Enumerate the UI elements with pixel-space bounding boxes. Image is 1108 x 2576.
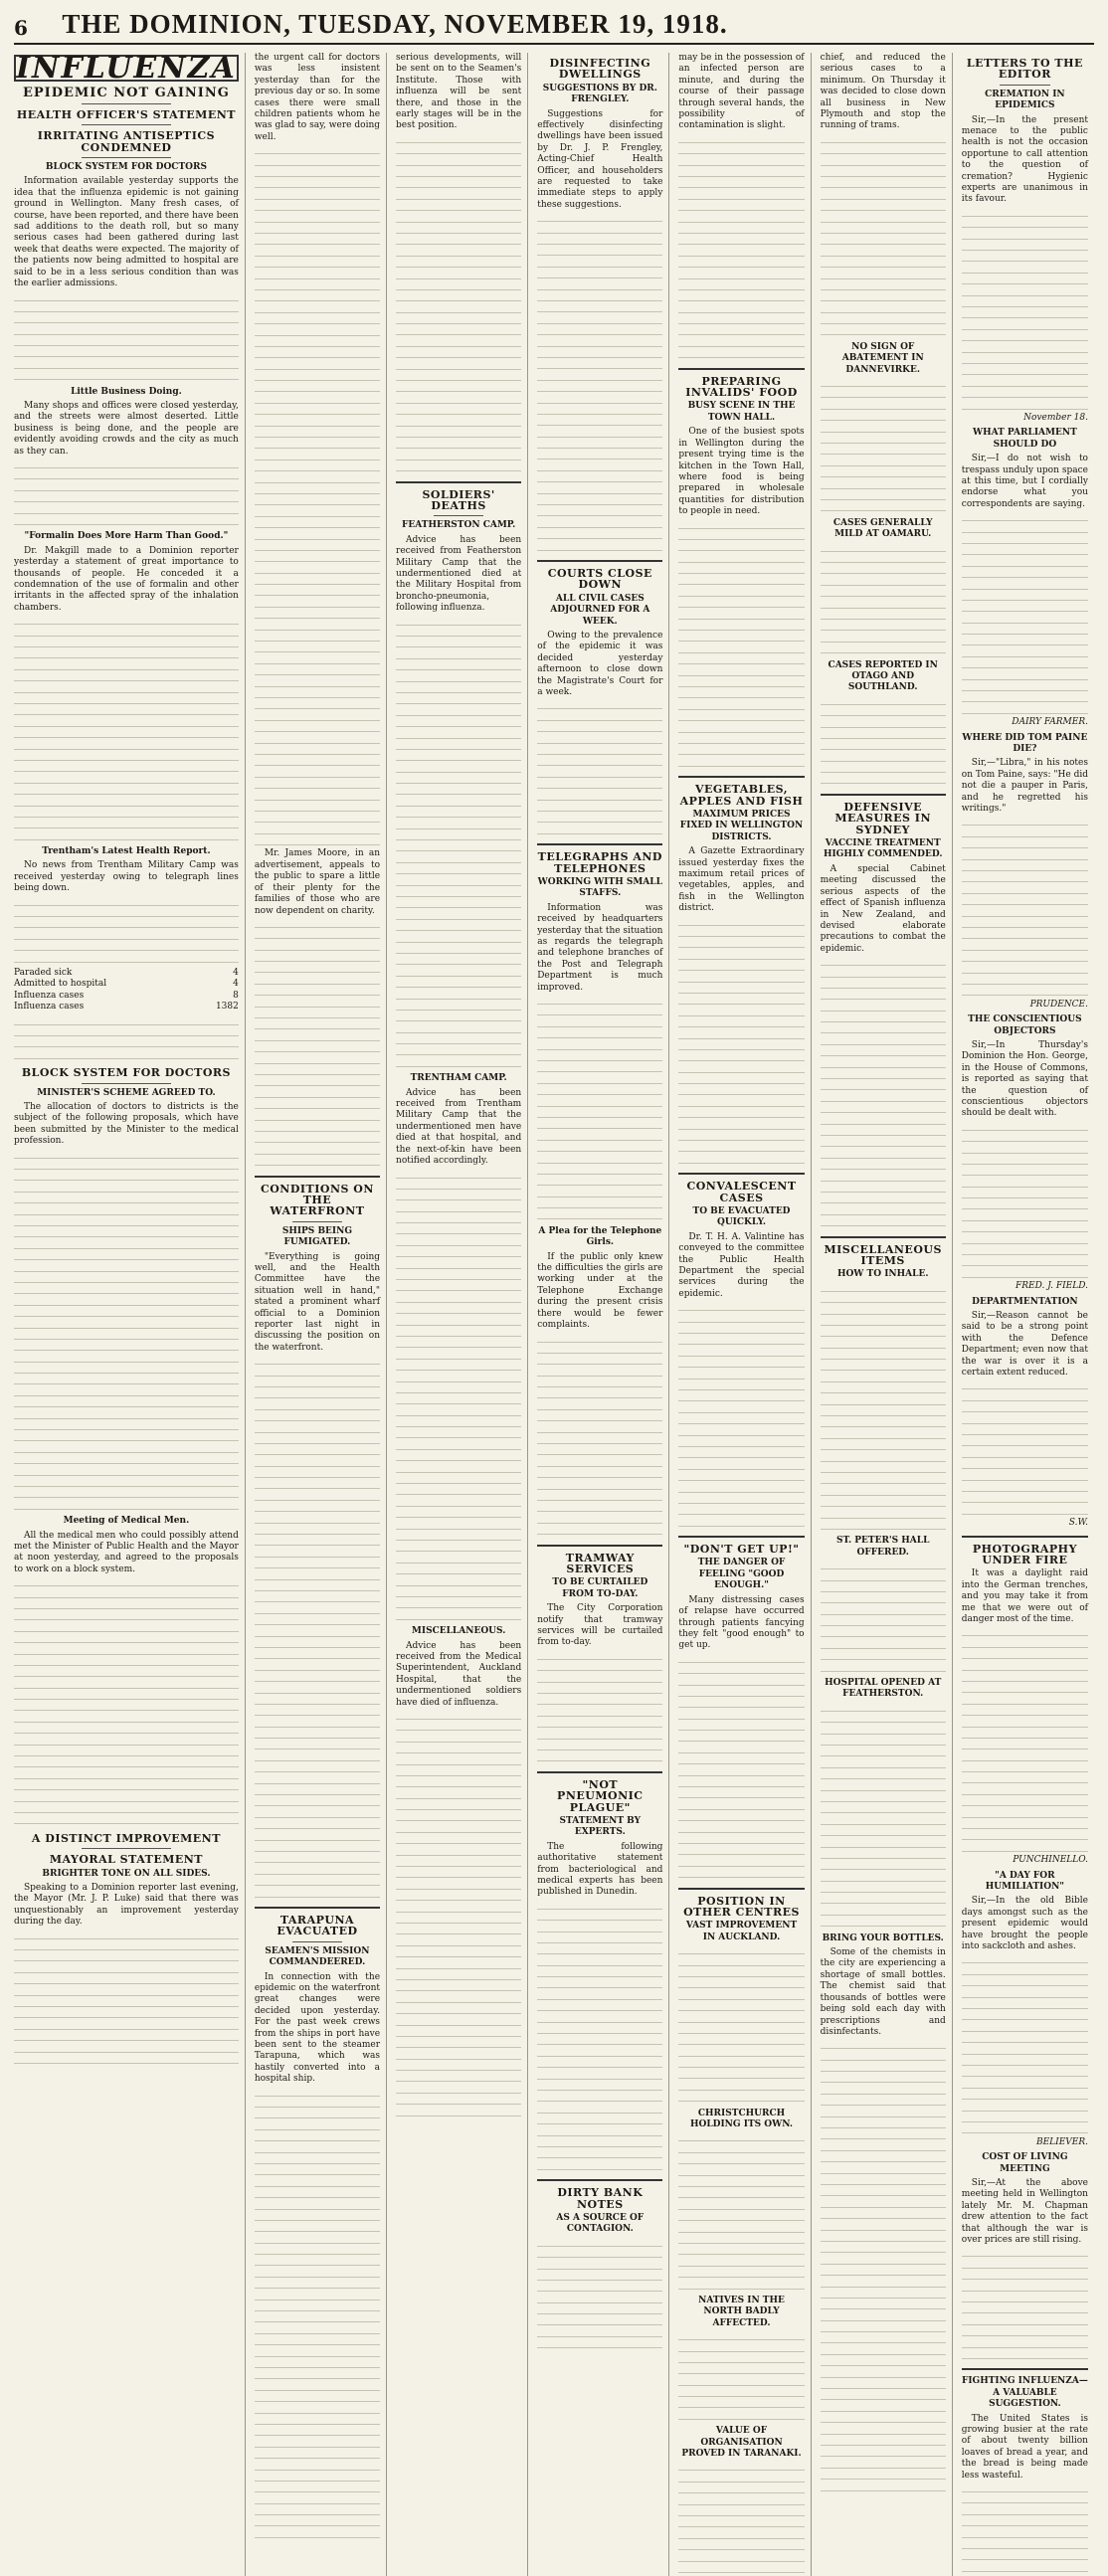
- article-text-lines: [962, 1628, 1088, 1855]
- letter-paragraph: Sir,—"Libra," in his notes on Tom Paine, says: "He did not die a pauper in Paris, and he regretted his writings.": [961, 758, 1088, 815]
- table-row: [14, 968, 239, 979]
- subheadline: NATIVES IN THE NORTH BADLY AFFECTED.: [698, 2295, 785, 2328]
- lead-headline: INFLUENZA: [16, 51, 237, 86]
- article-text-lines: [537, 214, 662, 554]
- article-paragraph: Some of the chemists in the city are experiencing a shortage of small bottles. The chemist said that thousands of bottles were being sold each day with prescriptions and disinfectants.: [820, 1947, 946, 2037]
- letter-signature: FRED. J. FIELD.: [1016, 1281, 1088, 1292]
- subheadline: ST. PETER'S HALL OFFERED.: [835, 1536, 930, 1558]
- table-row: [14, 1002, 239, 1012]
- row-label: Influenza cases: [14, 990, 85, 1001]
- letter-signature: BELIEVER.: [1035, 2136, 1088, 2147]
- divider: [678, 1536, 804, 1538]
- column-4: [537, 53, 669, 2576]
- article-text-lines: [821, 544, 946, 657]
- divider: [678, 1888, 804, 1890]
- column-7: [962, 53, 1094, 2576]
- letter-headline: DEPARTMENTATION: [972, 1296, 1078, 1307]
- article-text-lines: [821, 697, 946, 788]
- article-text-lines: [678, 2463, 804, 2576]
- article-text-lines: [962, 2249, 1088, 2362]
- columns: [14, 51, 1094, 2481]
- divider: [821, 794, 946, 796]
- divider: [678, 1173, 804, 1175]
- divider: [255, 1907, 380, 1909]
- letter-headline: "A DAY FOR HUMILIATION": [985, 1870, 1064, 1893]
- letter-headline: CREMATION IN EPIDEMICS: [985, 89, 1065, 111]
- divider: [292, 1941, 342, 1942]
- divider: [537, 560, 662, 562]
- letter-headline: WHAT PARLIAMENT SHOULD DO: [973, 428, 1077, 450]
- article-text-lines: [396, 1712, 521, 2119]
- letter-paragraph: Sir,—At the above meeting held in Wellington lately Mr. M. Chapman drew attention to the fact that although the war is over prices are still rising.: [961, 2177, 1088, 2245]
- headline: "NOT PNEUMONIC PLAGUE": [557, 1777, 644, 1814]
- subheadline: CASES GENERALLY MILD AT OAMARU.: [832, 517, 933, 540]
- section-headline: LETTERS TO THE EDITOR: [966, 57, 1083, 82]
- article-paragraph: Advice has been received from Trentham Military Camp that the undermentioned men have died at that hospital, and the next-of-kin have been notified accordingly.: [396, 1087, 522, 1167]
- article-text-lines: [537, 701, 662, 837]
- headline: PREPARING INVALIDS' FOOD: [685, 374, 798, 400]
- headline: BLOCK SYSTEM FOR DOCTORS: [21, 1066, 231, 1080]
- divider: [537, 843, 662, 845]
- letter-headline: THE CONSCIENTIOUS OBJECTORS: [968, 1014, 1082, 1036]
- article-paragraph: Mr. James Moore, in an advertisement, appeals to the public to spare a little of their plenty for the families of those who are now dependent on charity.: [254, 848, 381, 916]
- letter-signature: November 18.: [1023, 412, 1088, 423]
- subheading: Little Business Doing.: [71, 386, 182, 397]
- article-text-lines: [396, 618, 521, 1071]
- article-text-lines: [14, 898, 239, 966]
- row-value: 8: [233, 990, 239, 1001]
- column-6: [821, 53, 953, 2576]
- row-label: Influenza cases: [14, 1002, 85, 1012]
- article-paragraph: chief, and reduced the serious cases to a minimum. On Thursday it was decided to close down all business in New Plymouth and stop the running of trams.: [820, 53, 946, 131]
- article-text-lines: [537, 2239, 662, 2352]
- headline: DIRTY BANK NOTES: [557, 2186, 644, 2211]
- headline: "DON'T GET UP!": [683, 1543, 800, 1557]
- article-text-lines: [396, 135, 521, 475]
- article-text-lines: [255, 2089, 380, 2542]
- health-report-table: [14, 968, 239, 1013]
- divider: [537, 2179, 662, 2181]
- subheadline: TO BE CURTAILED FROM TO-DAY.: [552, 1577, 648, 1599]
- article-text-lines: [821, 379, 946, 515]
- letter-signature: S.W.: [1068, 1518, 1088, 1529]
- article-paragraph: The United States is growing busier at the rate of about twenty billion loaves of bread a year, and the bread is being made less wasteful.: [961, 2413, 1088, 2481]
- letter-paragraph: Sir,—Reason cannot be said to be a strong point with the Defence Department; even now that the war is over it is a certain extent reduced.: [961, 1311, 1088, 1379]
- subheadline: VALUE OF ORGANISATION PROVED IN TARANAKI.: [681, 2426, 802, 2460]
- article-text-lines: [962, 1955, 1088, 2136]
- article-text-lines: [537, 997, 662, 1223]
- letter-signature: PRUDENCE.: [1029, 999, 1088, 1010]
- article-paragraph: No news from Trentham Military Camp was received yesterday owing to telegraph lines being down.: [14, 860, 239, 894]
- row-value: 4: [233, 968, 239, 979]
- divider: [1000, 85, 1050, 86]
- divider: [537, 1771, 662, 1773]
- article-text-lines: [962, 209, 1088, 413]
- subheadline: BRING YOUR BOTTLES.: [822, 1932, 944, 1943]
- subheadline: ALL CIVIL CASES ADJOURNED FOR A WEEK.: [550, 593, 650, 627]
- headline: CONVALESCENT CASES: [686, 1180, 797, 1204]
- letter-headline: COST OF LIVING MEETING: [982, 2152, 1068, 2174]
- article-paragraph: may be in the possession of an infected person are minute, and during the course of their passage through several hands, the possibility of contamination is slight.: [678, 53, 805, 131]
- subheadline: FEATHERSTON CAMP.: [402, 520, 516, 531]
- article-paragraph: A special Cabinet meeting discussed the serious aspects of the effect of Spanish influenza in New Zealand, and devised elaborate precautions to combat the epidemic.: [820, 863, 946, 954]
- article-text-lines: [678, 521, 804, 771]
- letter-signature: PUNCHINELLO.: [1013, 1855, 1088, 1866]
- article-text-lines: [14, 293, 239, 384]
- letter-headline: WHERE DID TOM PAINE DIE?: [962, 732, 1088, 754]
- article-text-lines: [821, 1562, 946, 1675]
- divider: [678, 368, 804, 370]
- article-text-lines: [678, 1655, 804, 1882]
- article-paragraph: It was a daylight raid into the German trenches, and you may take it from me that we were out of danger most of the time.: [961, 1568, 1088, 1624]
- letter-paragraph: Sir,—In the old Bible days amongst such as the present epidemic would have brought the people into sackcloth and ashes.: [961, 1896, 1088, 1952]
- subheadline: WORKING WITH SMALL STAFFS.: [537, 876, 662, 899]
- masthead-title: THE DOMINION, TUESDAY, NOVEMBER 19, 1918.: [62, 9, 728, 39]
- letter-paragraph: Sir,—In Thursday's Dominion the Hon. George, in the House of Commons, is reported as saying that the question of conscientious objectors should be dealt with.: [961, 1039, 1088, 1119]
- article-paragraph: A Gazette Extraordinary issued yesterday fixes the maximum retail prices of vegetables, apples, and fish in the Wellington district.: [678, 846, 805, 914]
- headline: EPIDEMIC NOT GAINING: [22, 86, 230, 101]
- article-paragraph: The following authoritative statement from bacteriological and medical experts has been published in Dunedin.: [537, 1841, 663, 1898]
- article-text-lines: [537, 1652, 662, 1765]
- article-paragraph: Advice has been received from the Medical Superintendent, Auckland Hospital, that the undermentioned soldiers have died of influenza.: [396, 1640, 522, 1708]
- column-1: [14, 53, 246, 2576]
- subheading: "Formalin Does More Harm Than Good.": [24, 531, 229, 542]
- article-text-lines: [962, 1381, 1088, 1518]
- article-paragraph: The allocation of doctors to districts is the subject of the following proposals, which have been submitted by the Minister to the medical profession.: [14, 1102, 239, 1147]
- subheadline: AS A SOURCE OF CONTAGION.: [556, 2212, 645, 2235]
- subheadline: NO SIGN OF ABATEMENT IN DANNEVIRKE.: [841, 341, 924, 375]
- article-text-lines: [962, 2484, 1088, 2575]
- letter-signature: DAIRY FARMER.: [1012, 717, 1088, 728]
- article-paragraph: "Everything is going well, and the Health Committee have the situation well in hand," stated a prominent wharf official to a Dominion reporter last night in discussing the position on the waterfront.: [254, 1251, 381, 1353]
- article-paragraph: Dr. Makgill made to a Dominion reporter yesterday a statement of great importance to thousands of people. He conceded it a condemnation of the use of formalin and other irritants in the affected spray of the inhalation chambers.: [14, 545, 239, 613]
- table-row: [14, 979, 239, 990]
- article-text-lines: [678, 135, 804, 362]
- article-paragraph: Speaking to a Dominion reporter last evening, the Mayor (Mr. J. P. Luke) said that there was unquestionably an improvement yesterday during the day.: [14, 1883, 239, 1928]
- headline: FIGHTING INFLUENZA—A VALUABLE SUGGESTION.: [961, 2376, 1088, 2410]
- headline: TARAPUNA EVACUATED: [277, 1913, 358, 1938]
- article-text-lines: [678, 1303, 804, 1530]
- page-number: 6: [14, 16, 28, 40]
- headline: CONDITIONS ON THE WATERFRONT: [260, 1182, 374, 1218]
- article-text-lines: [14, 1151, 239, 1514]
- row-label: Paraded sick: [14, 968, 73, 979]
- article-paragraph: the urgent call for doctors was less insistent yesterday than for the previous day or so. In some cases there were small children patients whom he was glad to say, were doing well.: [254, 53, 381, 142]
- subheadline: SEAMEN'S MISSION COMMANDEERED.: [265, 1945, 370, 1968]
- row-value: 1382: [215, 1002, 239, 1012]
- masthead: [14, 10, 1094, 45]
- subheadline: HOSPITAL OPENED AT FEATHERSTON.: [825, 1678, 942, 1700]
- article-text-lines: [821, 2041, 946, 2494]
- headline: PHOTOGRAPHY UNDER FIRE: [972, 1542, 1077, 1566]
- article-text-lines: [14, 1017, 239, 1063]
- column-2: [255, 53, 387, 2576]
- subheadline: TO BE EVACUATED QUICKLY.: [692, 1206, 791, 1228]
- subheadline: CHRISTCHURCH HOLDING ITS OWN.: [690, 2108, 794, 2130]
- headline: TELEGRAPHS AND TELEPHONES: [537, 850, 662, 875]
- subheadline: BLOCK SYSTEM FOR DOCTORS: [45, 162, 207, 173]
- divider: [396, 481, 521, 483]
- article-text-lines: [14, 1578, 239, 1828]
- headline: SOLDIERS' DEATHS: [422, 487, 495, 512]
- article-paragraph: In connection with the epidemic on the waterfront great changes were decided upon yesterday. For the past week crews from the ships in port have been sent to the steamer Tarapuna, which was hastily converted into a hospital ship.: [254, 1971, 381, 2085]
- headline: A DISTINCT IMPROVEMENT: [31, 1831, 221, 1845]
- article-text-lines: [821, 1284, 946, 1534]
- divider: [255, 1176, 380, 1178]
- article-text-lines: [14, 1932, 239, 2068]
- subheadline: IRRITATING ANTISEPTICS CONDEMNED: [37, 129, 216, 154]
- letter-paragraph: Sir,—In the present menace to the public health is not the occasion opportune to call attention to the question of cremation? Hygienic experts are unanimous in its favour.: [961, 114, 1088, 205]
- article-text-lines: [14, 617, 239, 843]
- article-paragraph: The City Corporation notify that tramway services will be curtailed from to-day.: [537, 1603, 663, 1648]
- article-text-lines: [678, 2332, 804, 2423]
- headline: MISCELLANEOUS ITEMS: [824, 1242, 942, 1267]
- subheadline: SUGGESTIONS BY DR. FRENGLEY.: [542, 83, 657, 105]
- article-text-lines: [255, 146, 380, 848]
- headline: POSITION IN OTHER CENTRES: [683, 1894, 800, 1919]
- subheadline: SHIPS BEING FUMIGATED.: [281, 1225, 353, 1248]
- article-text-lines: [821, 1704, 946, 1931]
- table-row: [14, 991, 239, 1002]
- subheading: A Plea for the Telephone Girls.: [538, 1225, 662, 1248]
- article-text-lines: [255, 920, 380, 1170]
- article-text-lines: [962, 1123, 1088, 1281]
- article-paragraph: If the public only knew the difficulties the girls are working under at the Telephone Exchange during the present crisis there would be fewer complaints.: [537, 1251, 663, 1331]
- subheadline: VACCINE TREATMENT HIGHLY COMMENDED.: [823, 838, 943, 860]
- headline: DEFENSIVE MEASURES IN SYDNEY: [834, 800, 932, 836]
- article-text-lines: [678, 2133, 804, 2292]
- article-text-lines: [821, 135, 946, 339]
- subheadline: MINISTER'S SCHEME AGREED TO.: [37, 1087, 216, 1098]
- column-5: [678, 53, 811, 2576]
- article-text-lines: [396, 1171, 521, 1624]
- divider: [82, 103, 171, 104]
- divider: [678, 776, 804, 778]
- article-paragraph: One of the busiest spots in Wellington during the present trying time is the kitchen in the Town Hall, where food is being prepared in wholesale quantities for distribution to people in need.: [678, 427, 805, 517]
- column-3: [396, 53, 528, 2576]
- article-text-lines: [255, 1357, 380, 1901]
- subheadline: MAYORAL STATEMENT: [49, 1853, 203, 1867]
- subheadline: VAST IMPROVEMENT IN AUCKLAND.: [685, 1921, 798, 1942]
- article-text-lines: [678, 918, 804, 1168]
- article-paragraph: Many distressing cases of relapse have occurred through patients fancying they felt "good enough" to get up.: [678, 1594, 805, 1651]
- article-text-lines: [678, 1946, 804, 2105]
- subheadline: BRIGHTER TONE ON ALL SIDES.: [42, 1868, 211, 1879]
- subheadline: HEALTH OFFICER'S STATEMENT: [16, 107, 236, 121]
- article-paragraph: All the medical men who could possibly attend met the Minister of Public Health and the Mayor at noon yesterday, and agreed to the proposals to work on a block system.: [14, 1530, 239, 1574]
- article-text-lines: [821, 958, 946, 1229]
- article-text-lines: [537, 1902, 662, 2173]
- article-text-lines: [14, 460, 239, 528]
- divider: [82, 1083, 171, 1084]
- article-paragraph: Information was received by headquarters yesterday that the situation as regards the telegraph and telephone branches of the Post and Telegraph Department is much improved.: [537, 902, 663, 993]
- subheadline: CASES REPORTED IN OTAGO AND SOUTHLAND.: [828, 659, 938, 693]
- article-paragraph: Suggestions for effectively disinfecting dwellings have been issued by Dr. J. P. Frengley, Acting-Chief Health Officer, and householders are requested to take immediate steps to apply these suggestions.: [537, 108, 663, 210]
- headline: COURTS CLOSE DOWN: [547, 567, 652, 592]
- row-value: 4: [233, 979, 239, 990]
- subheading: Meeting of Medical Men.: [63, 1516, 190, 1527]
- divider: [537, 1545, 662, 1547]
- divider: [82, 157, 171, 158]
- divider: [82, 1848, 171, 1849]
- subheadline: MAXIMUM PRICES FIXED IN WELLINGTON DISTRICTS.: [679, 809, 804, 842]
- article-paragraph: Dr. T. H. A. Valintine has conveyed to the committee the Public Health Department the special services during the epidemic.: [678, 1231, 805, 1299]
- subheadline: TRENTHAM CAMP.: [410, 1073, 507, 1084]
- divider: [292, 1221, 342, 1222]
- headline: TRAMWAY SERVICES: [565, 1551, 635, 1575]
- subheading: Trentham's Latest Health Report.: [42, 846, 211, 857]
- article-text-lines: [962, 513, 1088, 717]
- article-paragraph: Information available yesterday supports the idea that the influenza epidemic is not gaining ground in Wellington. Many fresh cases, of course, have been reported, and there have been sad additions to the death roll, but so many serious cases had been gathered during last week that deaths were expected. The majority of the patients now being admitted to hospital are said to be in a less serious condition than was the earlier admissions.: [14, 176, 239, 289]
- subheadline: BUSY SCENE IN THE TOWN HALL.: [687, 401, 796, 423]
- article-paragraph: serious developments, will be sent on to the Seamen's Institute. Those with influenza will be sent there, and those in the early stages will be in the best position.: [396, 53, 522, 131]
- letter-paragraph: Sir,—I do not wish to trespass unduly upon space at this time, but I cordially endorse what you correspondents are saying.: [961, 454, 1088, 509]
- article-paragraph: Advice has been received from Featherston Military Camp that the undermentioned died at the Military Hospital from broncho-pneumonia, following influenza.: [396, 534, 522, 614]
- headline: VEGETABLES, APPLES AND FISH: [679, 783, 804, 808]
- divider: [962, 2368, 1088, 2370]
- divider: [962, 1536, 1088, 1538]
- subheadline: STATEMENT BY EXPERTS.: [559, 1815, 642, 1838]
- subheadline: HOW TO INHALE.: [836, 1269, 929, 1280]
- article-paragraph: Owing to the prevalence of the epidemic it was decided yesterday afternoon to close down the Magistrate's Court for a week.: [537, 631, 663, 698]
- row-label: Admitted to hospital: [14, 979, 107, 990]
- headline: DISINFECTING DWELLINGS: [549, 57, 651, 82]
- divider: [821, 1236, 946, 1238]
- subheadline: MISCELLANEOUS.: [411, 1626, 506, 1637]
- article-text-lines: [537, 1335, 662, 1539]
- subheadline: THE DANGER OF FEELING "GOOD ENOUGH.": [697, 1558, 786, 1591]
- divider: [82, 124, 171, 125]
- divider: [434, 515, 483, 516]
- article-text-lines: [962, 818, 1088, 999]
- article-paragraph: Many shops and offices were closed yesterday, and the streets were almost deserted. Little business is being done, and the people are evidently avoiding crowds and the city as much as they can.: [14, 401, 239, 457]
